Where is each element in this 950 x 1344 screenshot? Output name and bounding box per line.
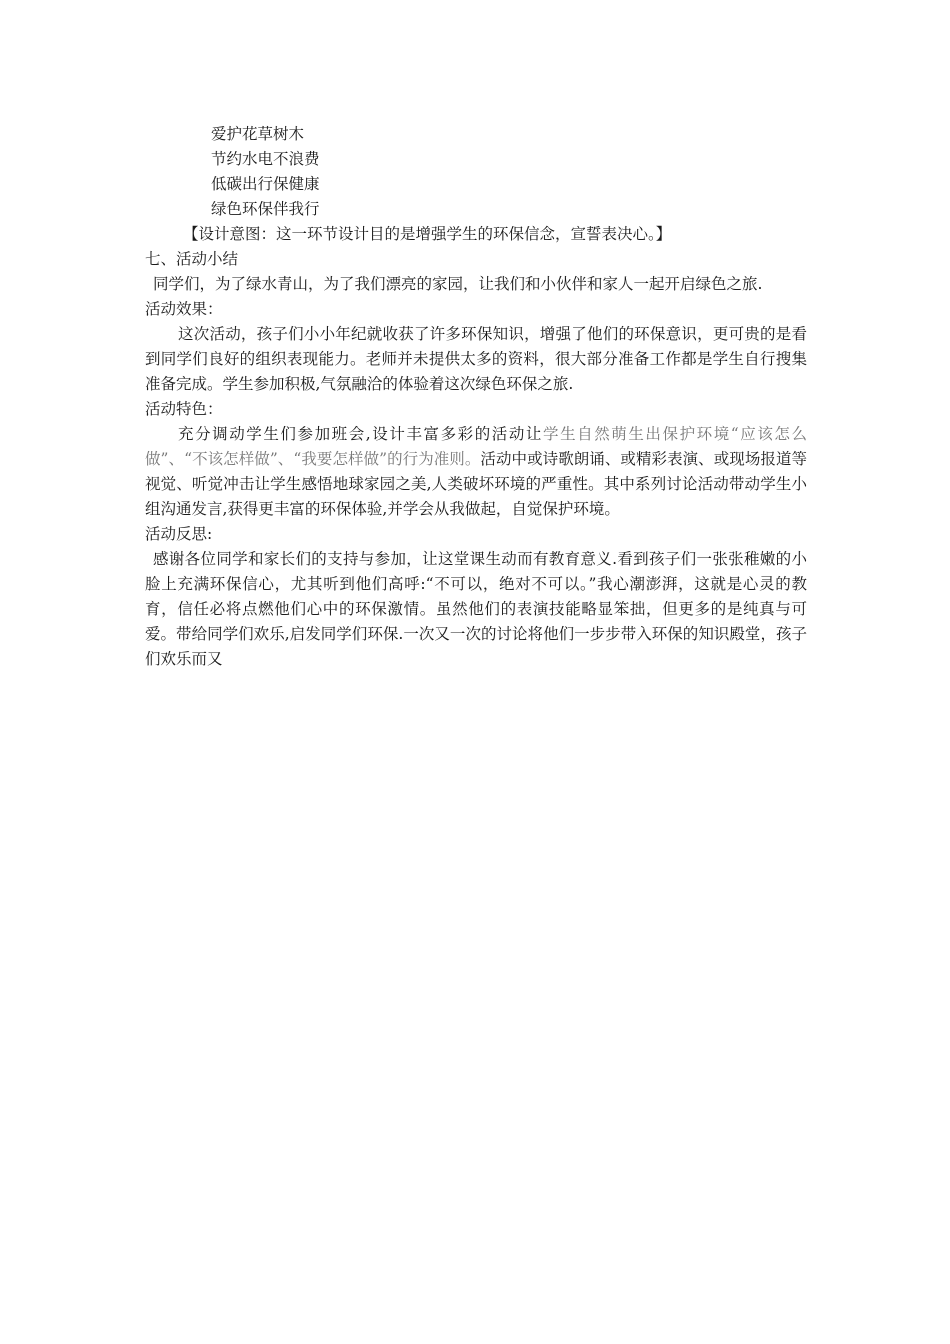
effect-paragraph: 这次活动，孩子们小小年纪就收获了许多环保知识，增强了他们的环保意识，更可贵的是看到同学们良好的组织表现能力。老师并未提供太多的资料，很大部分准备工作都是学生自行搜集准备完成。学生参加积极,气氛融洽的体验着这次绿色环保之旅. — [145, 325, 807, 393]
feature-text-part3: 活动中或诗歌朗诵、或精彩表演、或现场报道等视觉、听觉冲击让学生感悟地球家园之美,人类破坏环境的严重性。其中系列讨论活动带动学生小组沟通发言,获得更丰富的环保体验,并学会从我做起，自觉保护环境。 — [145, 450, 807, 518]
summary-paragraph: 同学们，为了绿水青山，为了我们漂亮的家园，让我们和小伙伴和家人一起开启绿色之旅. — [153, 275, 763, 293]
document-page — [145, 122, 807, 672]
section-heading-summary: 七、活动小结 — [145, 250, 239, 268]
slogan-line: 绿色环保伴我行 — [211, 200, 320, 218]
section-heading-effect: 活动效果： — [145, 300, 223, 318]
section-heading-feature: 活动特色： — [145, 400, 223, 418]
feature-text-part2: 学生自然萌生出保护环境“应该怎么做”、“不该怎样做”、“我要怎样做”的行为准则。 — [145, 425, 807, 468]
feature-text-part1: 充分调动学生们参加班会,设计丰富多彩的活动让 — [178, 425, 543, 443]
design-intent-note: 【设计意图：这一环节设计目的是增强学生的环保信念，宣誓表决心。】 — [183, 225, 672, 243]
section-heading-reflection: 活动反思: — [145, 525, 213, 543]
feature-paragraph — [145, 422, 807, 522]
reflection-paragraph: 感谢各位同学和家长们的支持与参加，让这堂课生动而有教育意义.看到孩子们一张张稚嫩的小脸上充满环保信心，尤其听到他们高呼:“不可以，绝对不可以。”我心潮澎湃，这就是心灵的教育，信任必将点燃他们心中的环保激情。虽然他们的表演技能略显笨拙，但更多的是纯真与可爱。带给同学们欢乐,启发同学们环保.一次又一次的讨论将他们一步步带入环保的知识殿堂，孩子们欢乐而又 — [145, 550, 807, 668]
slogan-line: 节约水电不浪费 — [211, 150, 320, 168]
slogan-line: 低碳出行保健康 — [211, 175, 320, 193]
slogan-line: 爱护花草树木 — [211, 125, 305, 143]
